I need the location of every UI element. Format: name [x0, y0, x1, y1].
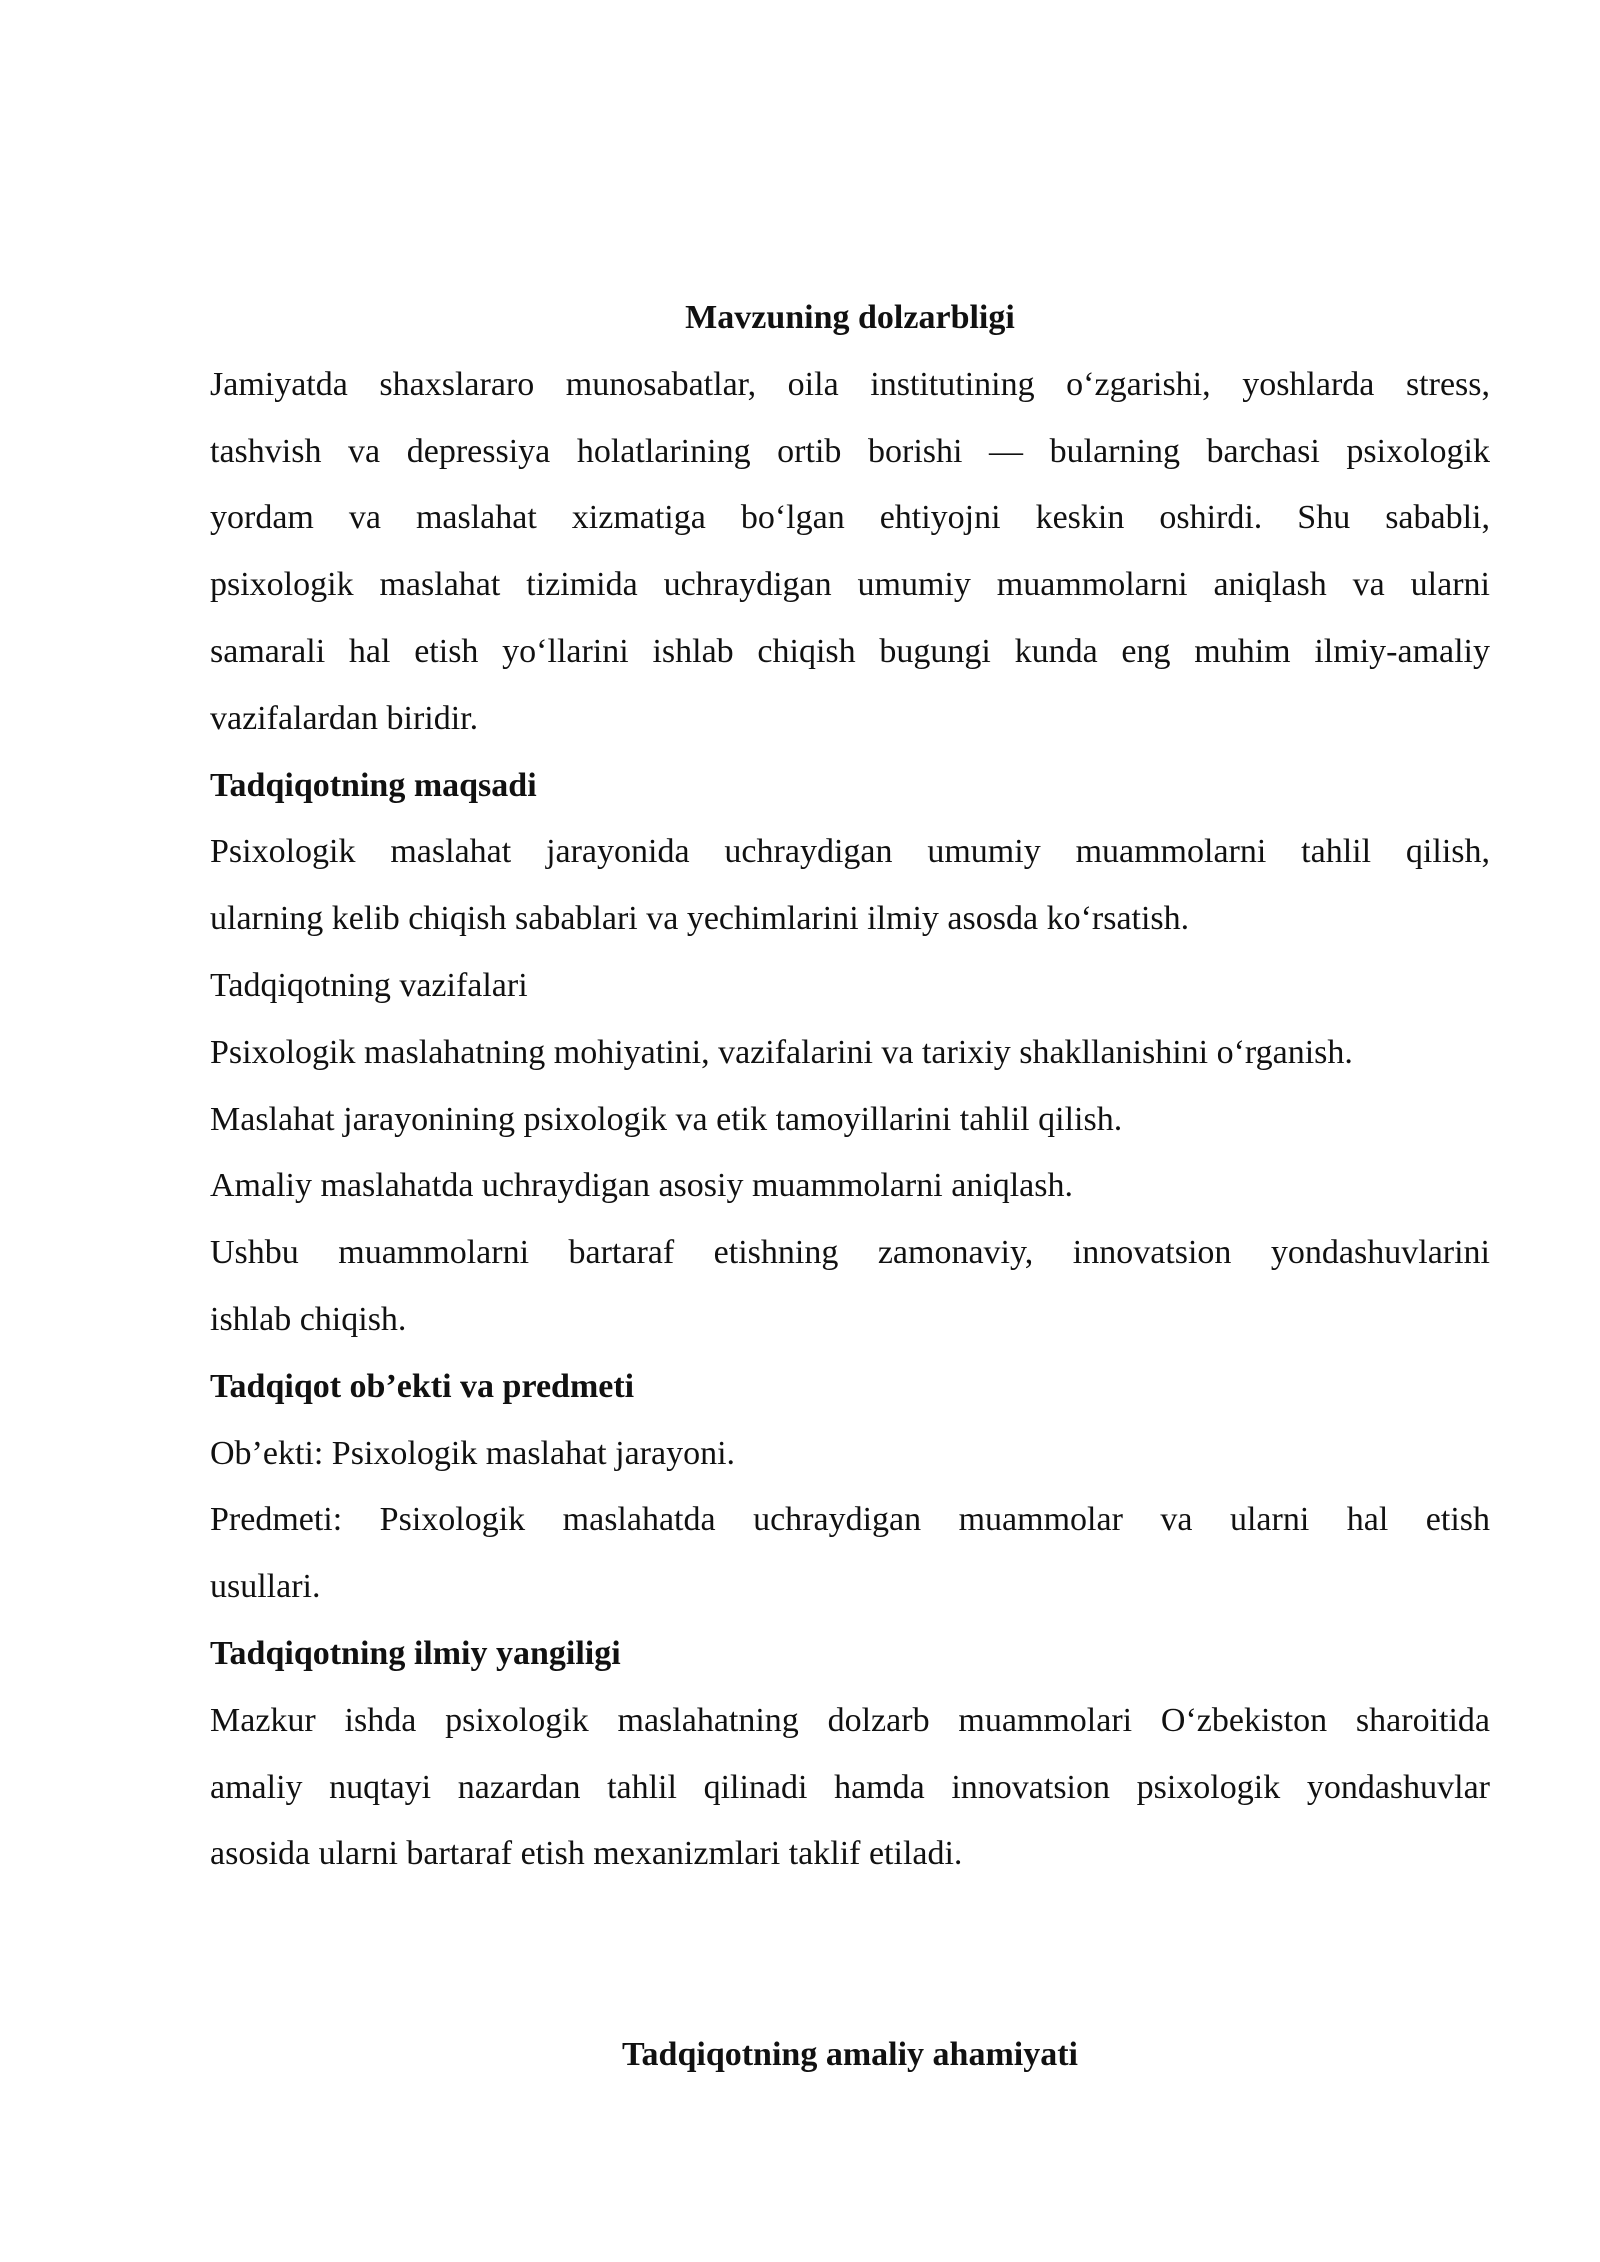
paragraph-line: samarali hal etish yo‘llarini ishlab chiqish bugungi kunda eng muhim ilmiy-amaliy: [210, 632, 1490, 670]
paragraph-line: vazifalardan biridir.: [210, 699, 479, 737]
paragraph-line: Mazkur ishda psixologik maslahatning dolzarb muammolari O‘zbekiston sharoitida: [210, 1701, 1490, 1739]
section-heading-goal: Tadqiqotning maqsadi: [210, 766, 537, 804]
paragraph-line: Psixologik maslahat jarayonida uchraydigan umumiy muammolarni tahlil qilish,: [210, 833, 1490, 871]
section-heading-object-subject: Tadqiqot ob’ekti va predmeti: [210, 1367, 635, 1405]
section-heading-practical-value: Tadqiqotning amaliy ahamiyati: [622, 2035, 1078, 2073]
paragraph-line: tashvish va depressiya holatlarining ortib borishi — bularning barchasi psixologik: [210, 432, 1490, 470]
paragraph-line: Ob’ekti: Psixologik maslahat jarayoni.: [210, 1434, 736, 1472]
paragraph-line: psixologik maslahat tizimida uchraydigan umumiy muammolarni aniqlash va ularni: [210, 566, 1490, 604]
paragraph-line: asosida ularni bartaraf etish mexanizmlari taklif etiladi.: [210, 1835, 963, 1873]
paragraph-line: Jamiyatda shaxslararo munosabatlar, oila institutining o‘zgarishi, yoshlarda stress,: [210, 365, 1490, 403]
paragraph-line: Psixologik maslahatning mohiyatini, vazifalarini va tarixiy shakllanishini o‘rganish.: [210, 1033, 1353, 1071]
paragraph-line: Amaliy maslahatda uchraydigan asosiy muammolarni aniqlash.: [210, 1167, 1073, 1205]
section-heading-relevance: Mavzuning dolzarbligi: [685, 299, 1015, 336]
section-heading-novelty: Tadqiqotning ilmiy yangiligi: [210, 1634, 621, 1672]
paragraph-line: Ushbu muammolarni bartaraf etishning zamonaviy, innovatsion yondashuvlarini: [210, 1234, 1490, 1272]
paragraph-line: ishlab chiqish.: [210, 1300, 407, 1338]
paragraph-line: Predmeti: Psixologik maslahatda uchraydigan muammolar va ularni hal etish: [210, 1501, 1490, 1539]
paragraph-line: yordam va maslahat xizmatiga bo‘lgan ehtiyojni keskin oshirdi. Shu sababli,: [210, 499, 1490, 537]
paragraph-line: Maslahat jarayonining psixologik va etik tamoyillarini tahlil qilish.: [210, 1100, 1123, 1138]
document-body: [210, 285, 1490, 2089]
paragraph-line: usullari.: [210, 1568, 321, 1606]
paragraph-line: ularning kelib chiqish sabablari va yechimlarini ilmiy asosda ko‘rsatish.: [210, 900, 1190, 938]
paragraph-line: amaliy nuqtayi nazardan tahlil qilinadi hamda innovatsion psixologik yondashuvlar: [210, 1768, 1490, 1806]
section-spacer: [210, 1888, 1490, 2022]
section-heading-tasks: Tadqiqotning vazifalari: [210, 966, 528, 1004]
